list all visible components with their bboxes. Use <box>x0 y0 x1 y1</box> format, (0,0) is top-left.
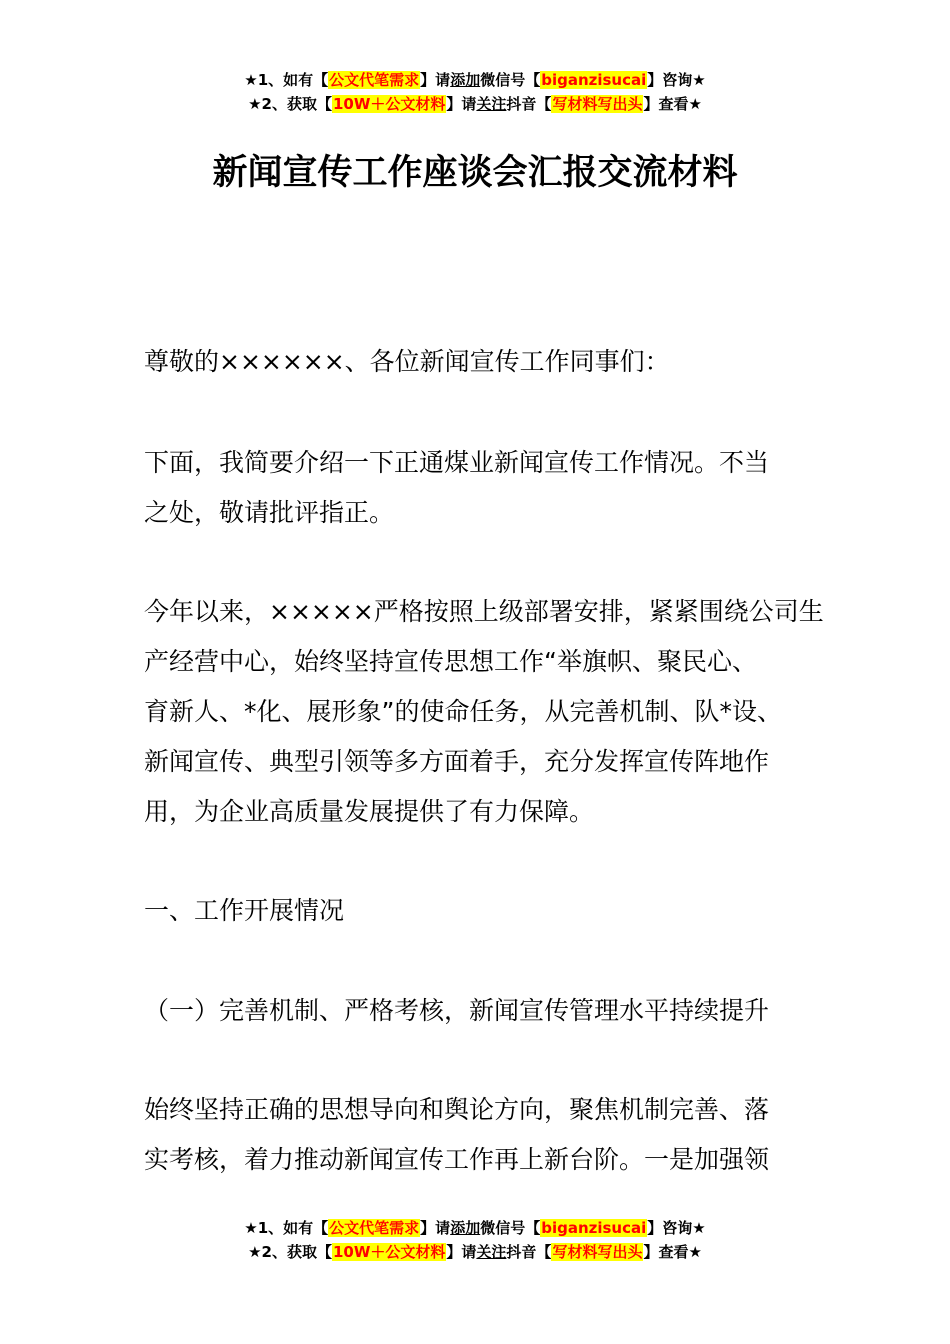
section-heading <box>144 886 824 936</box>
ad-text: 抖音【 <box>506 1243 552 1261</box>
paragraph-line: 产经营中心，始终坚持宣传思想工作“举旗帜、聚民心、 <box>144 647 757 676</box>
salutation <box>144 337 824 387</box>
ad-highlight-douyin: 写材料写出头 <box>552 1243 643 1261</box>
ad-underline-text: 添加 <box>450 71 481 89</box>
ad-text: 】查看★ <box>643 1243 702 1261</box>
ad-text: 】请 <box>420 1219 451 1237</box>
paragraph-line: 新闻宣传、典型引领等多方面着手，充分发挥宣传阵地作 <box>144 747 770 776</box>
ad-underline-text: 关注 <box>476 1243 507 1261</box>
paragraph-line: （一）完善机制、严格考核，新闻宣传管理水平持续提升 <box>144 996 770 1025</box>
paragraph-line: 始终坚持正确的思想导向和舆论方向，聚焦机制完善、落 <box>144 1095 770 1124</box>
paragraph-line: 育新人、*化、展形象”的使命任务，从完善机制、队*设、 <box>144 697 782 726</box>
section-subheading <box>144 986 824 1036</box>
paragraph-line: 实考核，着力推动新闻宣传工作再上新台阶。一是加强领 <box>144 1145 770 1174</box>
paragraph-overview <box>144 587 824 837</box>
ad-text: 】请 <box>446 95 477 113</box>
paragraph-line: 今年以来，×××××严格按照上级部署安排，紧紧围绕公司生 <box>144 597 824 626</box>
ad-highlight-materials: 10W＋公文材料 <box>332 95 446 113</box>
ad-highlight-materials: 10W＋公文材料 <box>332 1243 446 1261</box>
paragraph-line: 下面，我简要介绍一下正通煤业新闻宣传工作情况。不当 <box>144 448 770 477</box>
ad-text: 微信号【 <box>480 1219 541 1237</box>
ad-text: ★1、如有【 <box>244 1219 329 1237</box>
ad-underline-text: 添加 <box>450 1219 481 1237</box>
paragraph-line: 之处，敬请批评指正。 <box>144 498 395 527</box>
ad-highlight-wechat-id: biganzisucai <box>541 71 647 89</box>
paragraph-mechanism <box>144 1085 824 1185</box>
ad-highlight-douyin: 写材料写出头 <box>552 95 643 113</box>
ad-highlight-service: 公文代笔需求 <box>329 71 420 89</box>
footer-ad-banner <box>0 1216 950 1264</box>
ad-text: 】查看★ <box>643 95 702 113</box>
ad-text: 微信号【 <box>480 71 541 89</box>
ad-text: 】请 <box>420 71 451 89</box>
ad-highlight-wechat-id: biganzisucai <box>541 1219 647 1237</box>
ad-line-2 <box>0 1240 950 1264</box>
paragraph-intro <box>144 438 824 538</box>
ad-text: ★2、获取【 <box>248 1243 332 1261</box>
ad-highlight-service: 公文代笔需求 <box>329 1219 420 1237</box>
ad-text: 】请 <box>446 1243 477 1261</box>
document-title: 新闻宣传工作座谈会汇报交流材料 <box>212 153 738 193</box>
paragraph-line: 用，为企业高质量发展提供了有力保障。 <box>144 797 595 826</box>
ad-text: 抖音【 <box>506 95 552 113</box>
paragraph-line: 尊敬的××××××、各位新闻宣传工作同事们： <box>144 347 670 376</box>
ad-underline-text: 关注 <box>476 95 507 113</box>
ad-text: ★1、如有【 <box>244 71 329 89</box>
ad-text: 】咨询★ <box>647 71 706 89</box>
ad-line-2 <box>0 92 950 116</box>
ad-text: 】咨询★ <box>647 1219 706 1237</box>
header-ad-banner <box>0 68 950 116</box>
ad-line-1 <box>0 68 950 92</box>
paragraph-line: 一、工作开展情况 <box>144 896 345 925</box>
ad-line-1 <box>0 1216 950 1240</box>
ad-text: ★2、获取【 <box>248 95 332 113</box>
